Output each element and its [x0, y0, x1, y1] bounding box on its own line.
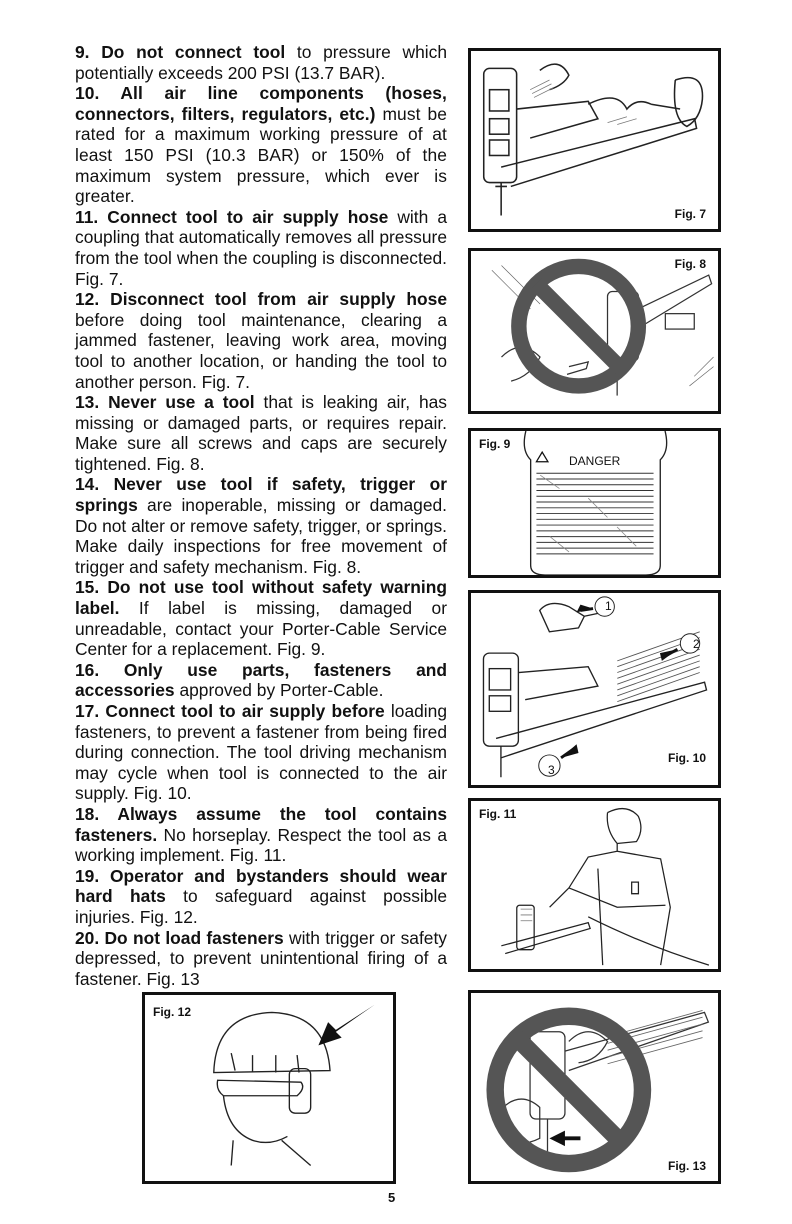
figure-12 — [142, 992, 396, 1184]
fig13-label: Fig. 13 — [667, 1159, 706, 1173]
fig10-callout-3: 3 — [548, 763, 555, 777]
instruction-11: 11. Connect tool to air supply hose with a coupling that automatically removes all pressure from the tool when the coupling is disconnected. Fig. 7. — [75, 206, 447, 289]
figure-13 — [468, 990, 721, 1184]
figure-10 — [468, 590, 721, 788]
fig12-label: Fig. 12 — [153, 1005, 192, 1019]
fig8-label: Fig. 8 — [674, 257, 706, 271]
instruction-13: 13. Never use a tool that is leaking air, has missing or damaged parts, or requires repair. Make sure all screws and caps are securely tightened. Fig. 8. — [75, 392, 447, 474]
operator-with-tool-illustration — [471, 801, 718, 969]
fig10-callout-2: 2 — [693, 637, 700, 651]
hard-hat-illustration — [145, 995, 393, 1181]
figure-8 — [468, 248, 721, 414]
instruction-17: 17. Connect tool to air supply before loading fasteners, to prevent a fastener from being fired during connection. The tool driving mechanism may cycle when tool is connected to the air supply. Fig. 10. — [75, 701, 447, 804]
instruction-15: 15. Do not use tool without safety warning label. If label is missing, damaged or unreadable, contact your Porter-Cable Service Center for a replacement. Fig. 9. — [75, 577, 447, 660]
figure-9 — [468, 428, 721, 578]
warning-label-illustration — [471, 431, 718, 575]
arrow-icon — [318, 1005, 374, 1046]
instruction-16: 16. Only use parts, fasteners and accessories approved by Porter-Cable. — [75, 659, 447, 701]
instruction-10: 10. All air line components (hoses, connectors, filters, regulators, etc.) must be rated for a maximum working pressure of at least 150 PSI (10.3 BAR) or 150% of the maximum system pressure, which ever is greater. — [75, 83, 447, 207]
instruction-14: 14. Never use tool if safety, trigger or springs are inoperable, missing or damaged. Do not alter or remove safety, trigger, or springs. Make daily inspections for free movement of trigger and safety mechanism. Fig. 8. — [75, 474, 447, 577]
fig11-label: Fig. 11 — [479, 807, 517, 821]
instruction-19: 19. Operator and bystanders should wear hard hats to safeguard against possible injuries. Fig. 12. — [75, 865, 447, 927]
fig9-danger-text: DANGER — [569, 454, 621, 468]
page-number: 5 — [388, 1190, 396, 1205]
fig10-callout-1: 1 — [605, 599, 612, 613]
instruction-12: 12. Disconnect tool from air supply hose before doing tool maintenance, clearing a jammed fastener, leaving work area, moving tool to another location, or handing the tool to another person. Fig. 7. — [75, 289, 447, 392]
instruction-20: 20. Do not load fasteners with trigger or safety depressed, to prevent unintentional firing of a fastener. Fig. 13 — [75, 927, 447, 989]
nailer-disconnect-illustration — [471, 51, 718, 229]
figure-11 — [468, 798, 721, 972]
fig7-label: Fig. 7 — [674, 207, 706, 221]
loading-prohibited-illustration — [471, 993, 718, 1181]
instruction-18: 18. Always assume the tool contains fasteners. No horseplay. Respect the tool as a working implement. Fig. 11. — [75, 803, 448, 866]
damaged-tool-prohibited-illustration — [471, 251, 718, 411]
figure-7 — [468, 48, 721, 232]
instruction-9: 9. Do not connect tool to pressure which potentially exceeds 200 PSI (13.7 BAR). — [75, 42, 447, 83]
fig9-label: Fig. 9 — [479, 437, 511, 451]
fig10-label: Fig. 10 — [667, 751, 706, 765]
safety-instructions-column — [75, 42, 447, 989]
